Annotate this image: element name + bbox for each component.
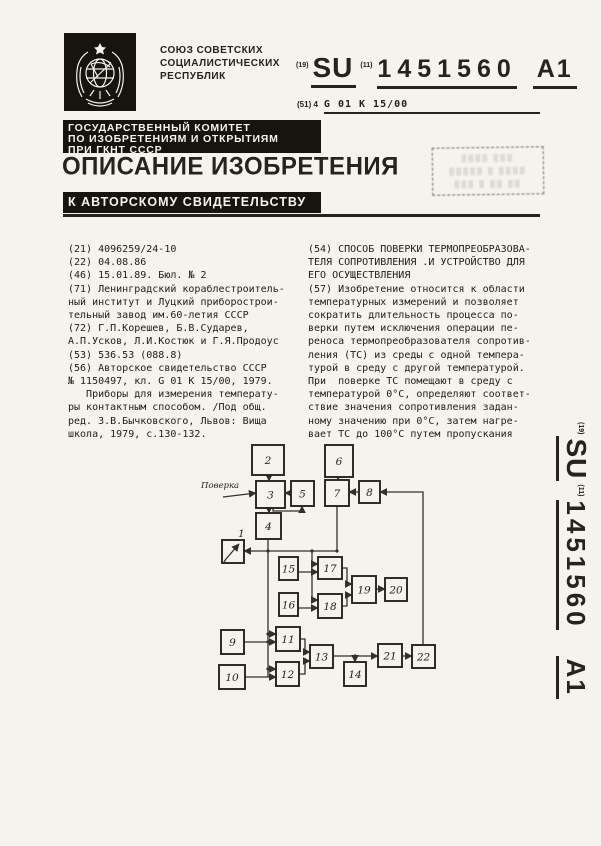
country-code: SU — [311, 52, 356, 88]
diagram-block-13 — [310, 645, 333, 668]
diagram-block-number: 16 — [281, 599, 296, 612]
union-line: СОЮЗ СОВЕТСКИХ — [160, 45, 264, 56]
diagram-connector — [380, 492, 423, 645]
header-rule — [63, 214, 540, 217]
state-committee-banner — [63, 120, 321, 156]
diagram-block-16 — [279, 593, 298, 616]
sidebar-code-19: (19) — [577, 422, 584, 435]
diagram-block-20 — [385, 578, 407, 601]
committee-line: ГОСУДАРСТВЕННЫЙ КОМИТЕТ — [68, 122, 251, 134]
diagram-block-number: 7 — [333, 487, 341, 500]
code-19: (19) — [296, 62, 309, 69]
ussr-emblem-box — [64, 33, 136, 111]
document-kind: A1 — [533, 55, 577, 89]
diagram-block-number: 9 — [229, 636, 236, 649]
stamp-line: ▒▒▒ ▒ ▒▒ ▒▒ — [454, 180, 522, 189]
diagram-block-1 — [222, 528, 245, 563]
diagram-block-21 — [378, 644, 402, 667]
sidebar-code-11: (11) — [577, 484, 584, 497]
registry-stamp — [432, 146, 545, 196]
diagram-block-number: 12 — [280, 668, 295, 681]
diagram-block-22 — [412, 645, 435, 668]
diagram-block-10 — [219, 665, 245, 689]
diagram-block-number: 17 — [323, 562, 337, 575]
diagram-block-number: 13 — [314, 651, 329, 664]
flow-label-poverka: Поверка — [201, 481, 240, 491]
block-diagram — [195, 440, 450, 720]
diagram-connector — [223, 493, 256, 497]
sidebar-document-kind: A1 — [556, 656, 591, 699]
diagram-block-number: 8 — [366, 486, 373, 499]
abstract-column: (54) СПОСОБ ПОВЕРКИ ТЕРМОПРЕОБРАЗОВА- ТЕЛЯ СОПРОТИВЛЕНИЯ .И УСТРОЙСТВО ДЛЯ ЕГО ОСУЩЕСТВЛЕНИЯ (57) Изобретение относится к области температурных измерений и позволяет сократить длительность процесса по- верки путем исключения операции пе- реноса термопреобразователя сопротив- ления (ТС) из среды с одной темпера- турой в среду с другой температурой. При поверке ТС помещают в среду с температурой 0°С, определяют соответ- ствие значения сопротивления задан- ному значению при 0°С, затем нагре- вает ТС до 100°С путем пропускания — [308, 244, 531, 440]
diagram-block-number: 20 — [389, 584, 403, 597]
diagram-block-number: 14 — [348, 668, 362, 681]
diagram-block-12 — [276, 662, 299, 686]
diagram-block-11 — [276, 627, 300, 651]
diagram-block-number: 5 — [299, 488, 306, 501]
union-name — [160, 44, 280, 83]
code-51: (51) 4 — [297, 100, 318, 109]
document-title: ОПИСАНИЕ ИЗОБРЕТЕНИЯ — [62, 152, 399, 181]
diagram-connector — [342, 595, 352, 606]
document-number: 1451560 — [377, 55, 516, 89]
diagram-block-number: 22 — [416, 651, 431, 664]
diagram-block-number: 18 — [323, 600, 337, 613]
document-subtitle: К АВТОРСКОМУ СВИДЕТЕЛЬСТВУ — [63, 192, 321, 213]
diagram-block-number: 21 — [383, 650, 397, 663]
sidebar-country-code: SU — [556, 436, 592, 481]
diagram-block-7 — [325, 480, 349, 506]
diagram-block-17 — [318, 557, 342, 579]
diagram-block-number: 10 — [225, 671, 239, 684]
bibliographic-column: (21) 4096259/24-10 (22) 04.08.86 (46) 15.01.89. Бюл. № 2 (71) Ленинградский кораблестроитель- ный институт и Луцкий приборострои- тельный завод им.60-летия СССР (72) Г.П.Корешев, Б.В.Сударев, А.П.Усков, Л.И.Костюк и Г.Я.Продоус (53) 536.53 (088.8) (56) Авторское свидетельство СССР № 1150497, кл. G 01 K 15/00, 1979. Приборы для измерения температу- ры контактным способом. /Под общ. ред. З.В.Бычковского, Львов: Вища школа, 1979, с.130-132. — [68, 244, 285, 440]
stamp-line: ▒▒▒▒ ▒▒▒ — [461, 154, 515, 163]
publication-number-line — [296, 52, 577, 89]
diagram-block-number: 4 — [265, 520, 272, 533]
union-line: СОЦИАЛИСТИЧЕСКИХ — [160, 58, 280, 69]
diagram-block-8 — [359, 481, 380, 503]
ipc-class: G 01 K 15/00 — [324, 99, 540, 114]
diagram-block-2 — [252, 445, 284, 475]
diagram-block-number: 2 — [264, 454, 272, 467]
diagram-block-9 — [221, 630, 244, 654]
diagram-block-number: 19 — [357, 584, 371, 597]
diagram-block-number: 15 — [281, 563, 296, 576]
diagram-block-number: 3 — [267, 489, 274, 502]
diagram-connector — [300, 639, 310, 652]
diagram-block-number: 6 — [335, 455, 343, 468]
diagram-block-15 — [279, 557, 298, 580]
sidebar-document-number: 1451560 — [556, 500, 591, 629]
committee-line: ПО ИЗОБРЕТЕНИЯМ И ОТКРЫТИЯМ — [68, 132, 279, 145]
stamp-line: ▒▒▒▒▒ ▒ ▒▒▒▒ — [449, 167, 527, 176]
diagram-block-14 — [344, 662, 366, 686]
diagram-block-6 — [325, 445, 353, 477]
union-line: РЕСПУБЛИК — [160, 71, 226, 82]
sidebar-publication-mark — [556, 422, 592, 699]
diagram-block-5 — [291, 481, 314, 506]
diagram-connector — [342, 568, 352, 584]
diagram-block-19 — [352, 576, 376, 603]
diagram-block-18 — [318, 594, 342, 618]
diagram-block-number: 1 — [238, 528, 245, 540]
diagram-block-4 — [256, 513, 281, 539]
ipc-class-row — [297, 99, 540, 114]
ussr-coat-of-arms-icon — [64, 33, 136, 111]
code-11: (11) — [360, 62, 373, 69]
diagram-block-number: 11 — [281, 633, 295, 646]
diagram-block-3 — [256, 481, 285, 508]
committee-line: ПРИ ГКНТ СССР — [68, 143, 163, 156]
diagram-connector — [299, 661, 310, 674]
